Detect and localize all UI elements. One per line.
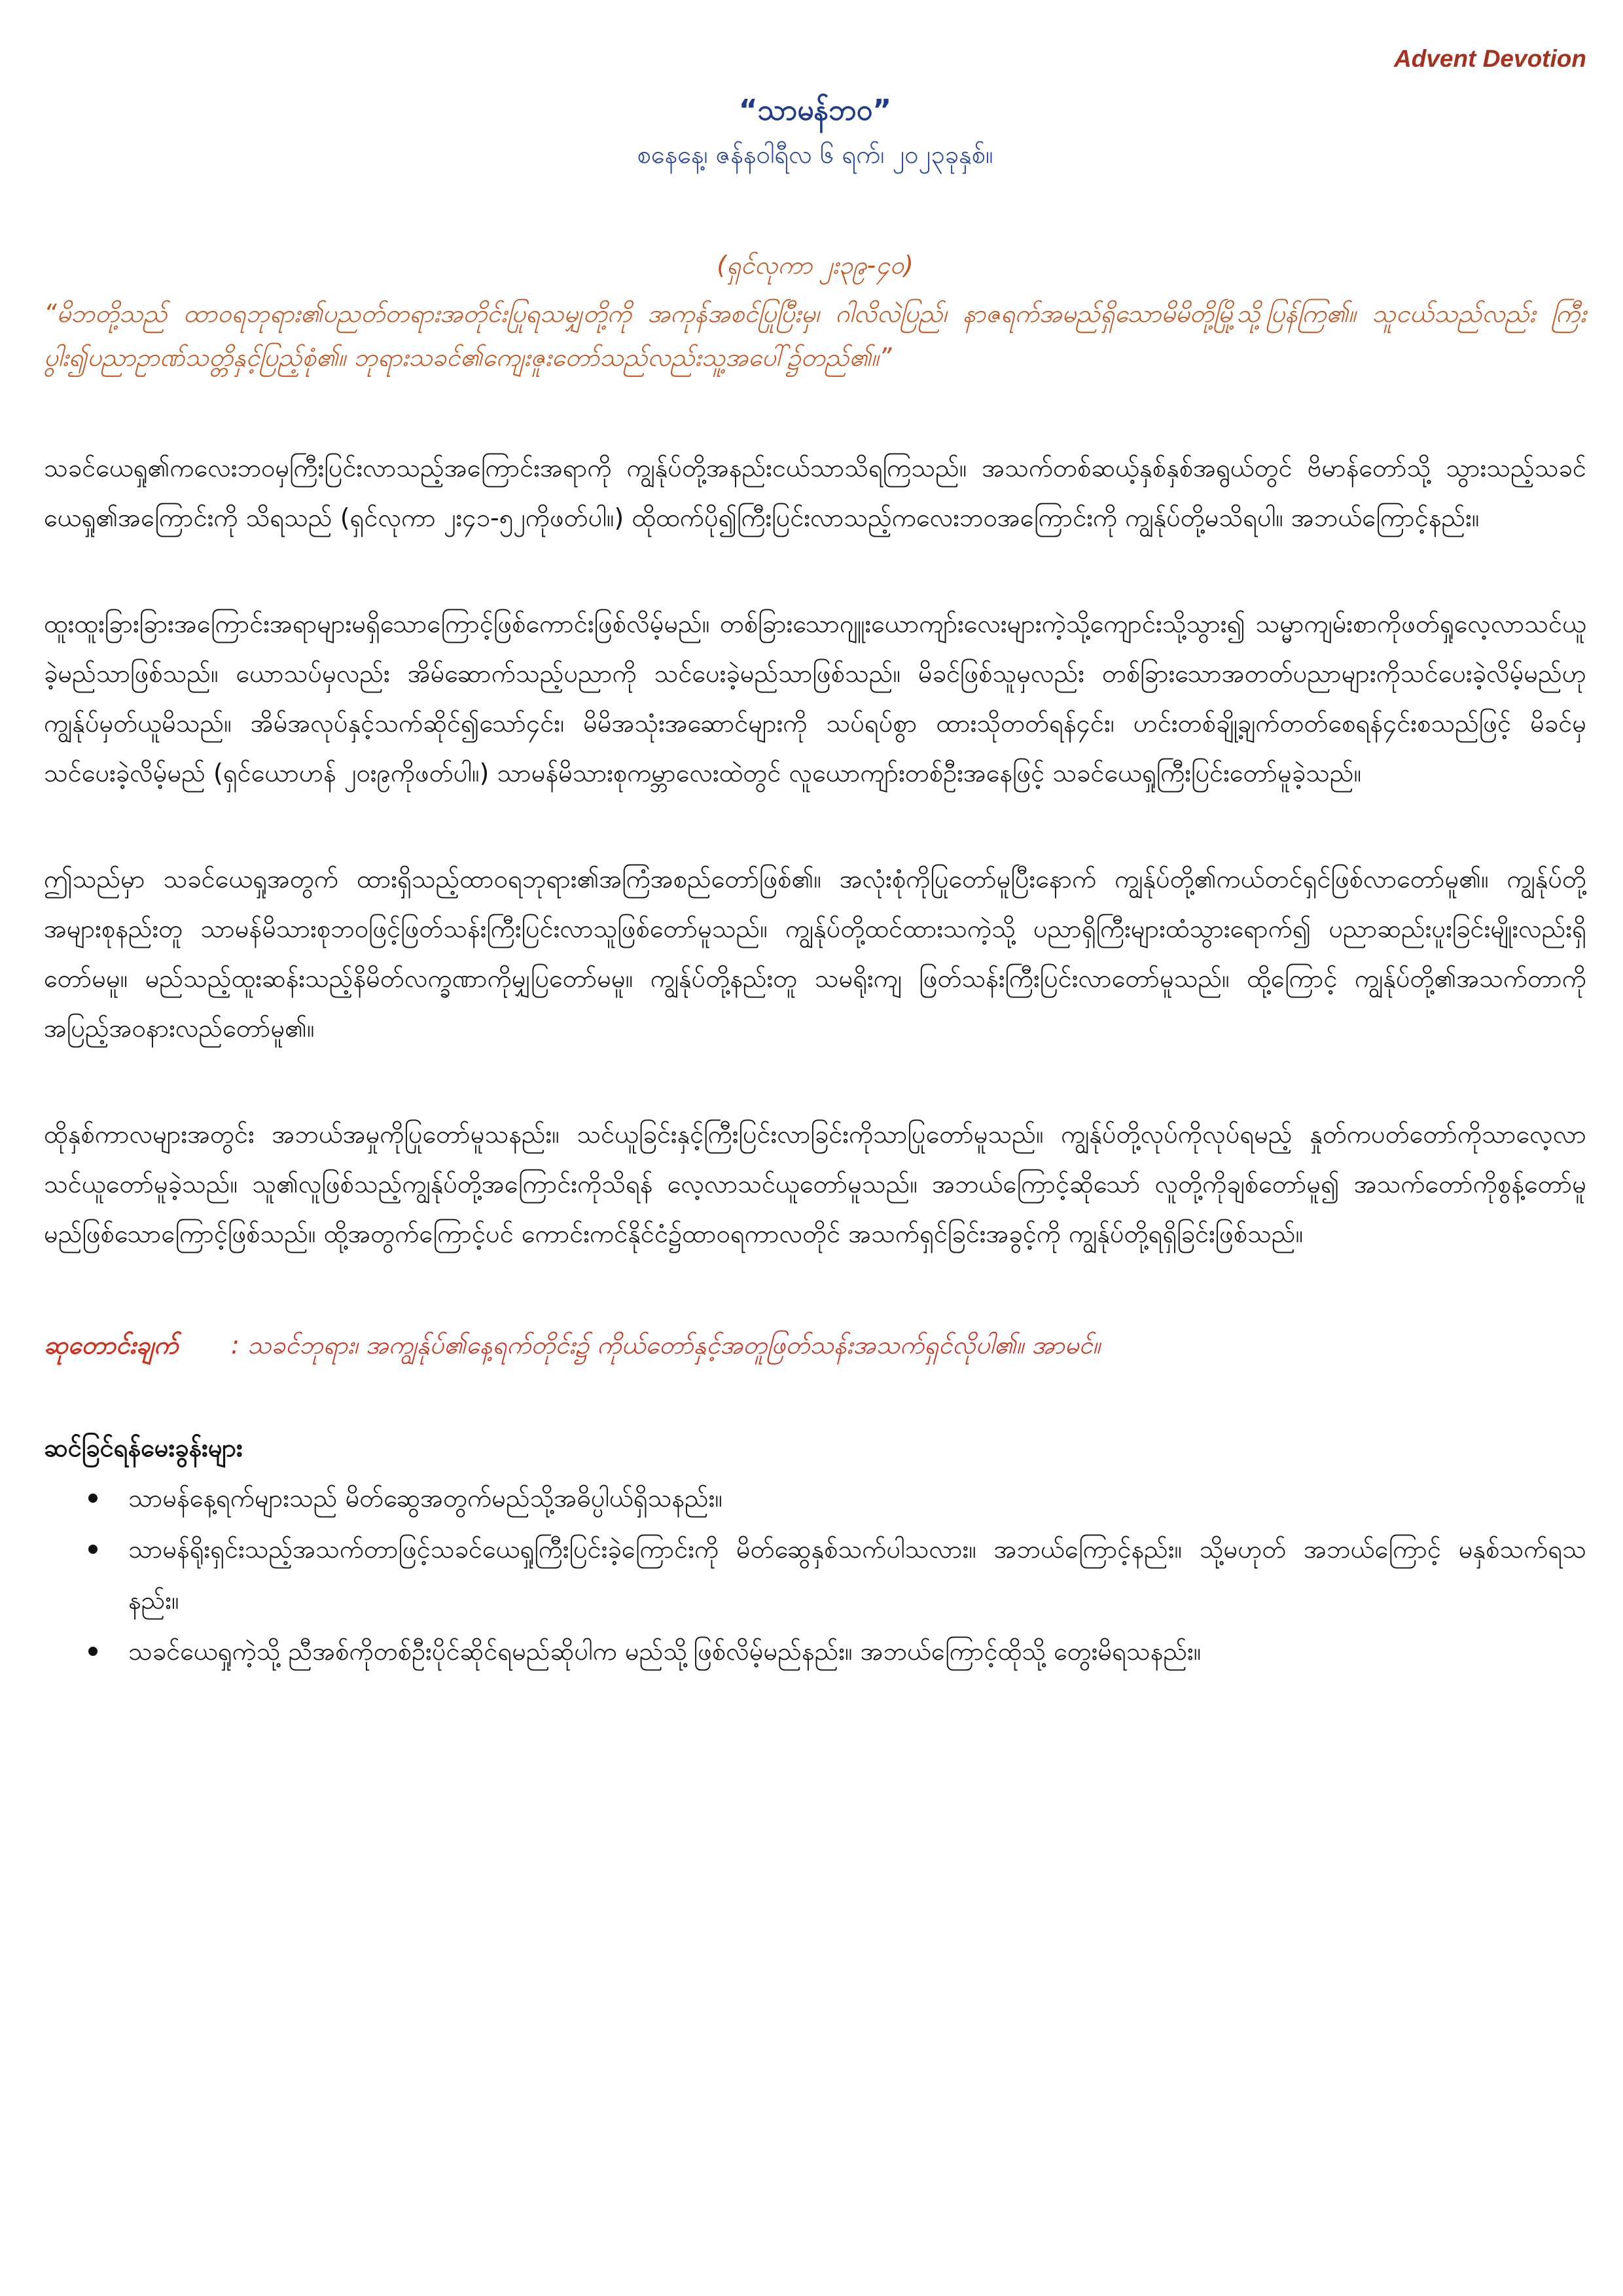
bullet-icon [88,1494,98,1503]
reflection-question-list [44,1473,1586,1677]
bullet-icon [88,1647,98,1656]
prayer [44,1320,1586,1370]
body-paragraph-2: ထူးထူးခြားခြားအကြောင်းအရာများမရှိသောကြောင့်ဖြစ်ကောင်းဖြစ်လိမ့်မည်။ တစ်ခြားသောဂျူးယောကျာ်းလေးများကဲ့သို့ကျောင်းသို့သွား၍ သမ္မာကျမ်းစာကိုဖတ်ရှုလေ့လာသင်ယူခဲ့မည်သာဖြစ်သည်။ ယောသပ်မှလည်း အိမ်ဆောက်သည့်ပညာကို သင်ပေးခဲ့မည်သာဖြစ်သည်။ မိခင်ဖြစ်သူမှလည်း တစ်ခြားသောအတတ်ပညာများကိုသင်ပေးခဲ့လိမ့်မည်ဟု ကျွန်ုပ်မှတ်ယူမိသည်။ အိမ်အလုပ်နှင့်သက်ဆိုင်၍သော်၄င်း၊ မိမိအသုံးအဆောင်များကို သပ်ရပ်စွာ ထားသိုတတ်ရန်၄င်း၊ ဟင်းတစ်ချို့ချက်တတ်စေရန်၄င်းစသည်ဖြင့် မိခင်မှသင်ပေးခဲ့လိမ့်မည် (ရှင်ယောဟန် ၂၀း၉ကိုဖတ်ပါ။) သာမန်မိသားစုကမ္ဘာလေးထဲတွင် လူယောကျာ်းတစ်ဦးအနေဖြင့် သခင်ယေရှုကြီးပြင်းတော်မူခဲ့သည်။ [44,609,1586,787]
reflection-question-3 [128,1626,1586,1677]
body-paragraph-3: ဤသည်မှာ သခင်ယေရှုအတွက် ထားရှိသည့်ထာဝရဘုရား၏အကြံအစည်တော်ဖြစ်၏။ အလုံးစုံကိုပြုတော်မူပြီးနောက် ကျွန်ုပ်တို့၏ကယ်တင်ရှင်ဖြစ်လာတော်မူ၏။ ကျွန်ုပ်တို့အများစုနည်းတူ သာမန်မိသားစုဘဝဖြင့်ဖြတ်သန်းကြီးပြင်းလာသူဖြစ်တော်မူသည်။ ကျွန်ုပ်တို့ထင်ထားသကဲ့သို့ ပညာရှိကြီးများထံသွားရောက်၍ ပညာဆည်းပူးခြင်းမျိုးလည်းရှိတော်မမူ။ မည်သည့်ထူးဆန်းသည့်နိမိတ်လက္ခဏာကိုမျှပြတော်မမူ။ ကျွန်ုပ်တို့နည်းတူ သမရိုးကျ ဖြတ်သန်းကြီးပြင်းလာတော်မူသည်။ ထို့ကြောင့် ကျွန်ုပ်တို့၏အသက်တာကို အပြည့်အဝနားလည်တော်မူ၏။ [44,865,1586,1043]
body-paragraph-1: သခင်ယေရှု၏ကလေးဘဝမှကြီးပြင်းလာသည့်အကြောင်းအရာကို ကျွန်ုပ်တို့အနည်းငယ်သာသိရကြသည်။ အသက်တစ်ဆယ့်နှစ်နှစ်အရွယ်တွင် ဗိမာန်တော်သို့ သွားသည့်သခင်ယေရှု၏အကြောင်းကို သိရသည် (ရှင်လုကာ ၂း၄၁-၅၂ကိုဖတ်ပါ။) ထိုထက်ပို၍ကြီးပြင်းလာသည့်ကလေးဘဝအကြောင်းကို ကျွန်ုပ်တို့မသိရပါ။ အဘယ်ကြောင့်နည်း။ [44,454,1586,532]
reflection-question-1 [128,1473,1586,1524]
body-paragraph-4: ထိုနှစ်ကာလများအတွင်း အဘယ်အမှုကိုပြုတော်မူသနည်း။ သင်ယူခြင်းနှင့်ကြီးပြင်းလာခြင်းကိုသာပြုတော်မူသည်။ ကျွန်ုပ်တို့လုပ်ကိုလုပ်ရမည့် နှုတ်ကပတ်တော်ကိုသာလေ့လာသင်ယူတော်မူခဲ့သည်။ သူ၏လူဖြစ်သည့်ကျွန်ုပ်တို့အကြောင်းကိုသိရန် လေ့လာသင်ယူတော်မူသည်။ အဘယ်ကြောင့်ဆိုသော် လူတို့ကိုချစ်တော်မူ၍ အသက်တော်ကိုစွန့်တော်မူမည်ဖြစ်သောကြောင့်ဖြစ်သည်။ ထို့အတွက်ကြောင့်ပင် ကောင်းကင်နိုင်ငံ၌ထာဝရကာလတိုင် အသက်ရှင်ခြင်းအခွင့်ကို ကျွန်ုပ်တို့ရရှိခြင်းဖြစ်သည်။ [44,1120,1586,1248]
devotion-date: စနေနေ့၊ ဇန်နဝါရီလ ၆ ရက်၊ ၂၀၂၃ခုနှစ်။ [637,140,993,169]
reflection-question-2 [128,1524,1586,1626]
scripture-reference: (ရှင်လုကာ ၂း၃၉-၄၀) [717,251,914,279]
reflection-questions-heading: ဆင်ခြင်ရန်မေးခွန်းများ [44,1433,243,1462]
scripture-quote: “မိဘတို့သည် ထာဝရဘုရား၏ပညတ်တရားအတိုင်းပြုရသမျှတို့ကို အကုန်အစင်ပြုပြီးမှ၊ ဂါလိလဲပြည်၊ နာဇရက်အမည်ရှိသောမိမိတို့မြို့သို့ပြန်ကြ၏။ သူငယ်သည်လည်း ကြီးပွါး၍ပညာဥာဏ်သတ္တိနှင့်ပြည့်စုံ၏။ ဘုရားသခင်၏ကျေးဇူးတော်သည်လည်းသူ့အပေါ်၌တည်၏။” [44,299,1586,372]
question-text: သာမန်နေ့ရက်များသည် မိတ်ဆွေအတွက်မည်သို့အဓိပ္ပါယ်ရှိသနည်း။ [128,1484,722,1513]
question-text: သခင်ယေရှုကဲ့သို့ ညီအစ်ကိုတစ်ဦးပိုင်ဆိုင်ရမည်ဆိုပါက မည်သို့ဖြစ်လိမ့်မည်နည်း။ အဘယ်ကြောင့်ထိုသို့ တွေးမိရသနည်း။ [128,1637,1202,1666]
bullet-icon [88,1545,98,1554]
series-label: Advent Devotion [1394,45,1586,72]
page-title: “သာမန်ဘဝ” [738,94,892,127]
prayer-text: : သခင်ဘုရား၊ အကျွန်ုပ်၏နေ့ရက်တိုင်း၌ ကိုယ်တော်နှင့်အတူဖြတ်သန်းအသက်ရှင်လိုပါ၏။ အာမင်။ [231,1331,1101,1359]
question-text: သာမန်ရိုးရှင်းသည့်အသက်တာဖြင့်သခင်ယေရှုကြီးပြင်းခဲ့ကြောင်းကို မိတ်ဆွေနှစ်သက်ပါသလား။ အဘယ်ကြောင့်နည်း။ သို့မဟုတ် အဘယ်ကြောင့် မနှစ်သက်ရသနည်း။ [128,1535,1586,1615]
prayer-label: ဆုတောင်းချက် [44,1331,179,1359]
